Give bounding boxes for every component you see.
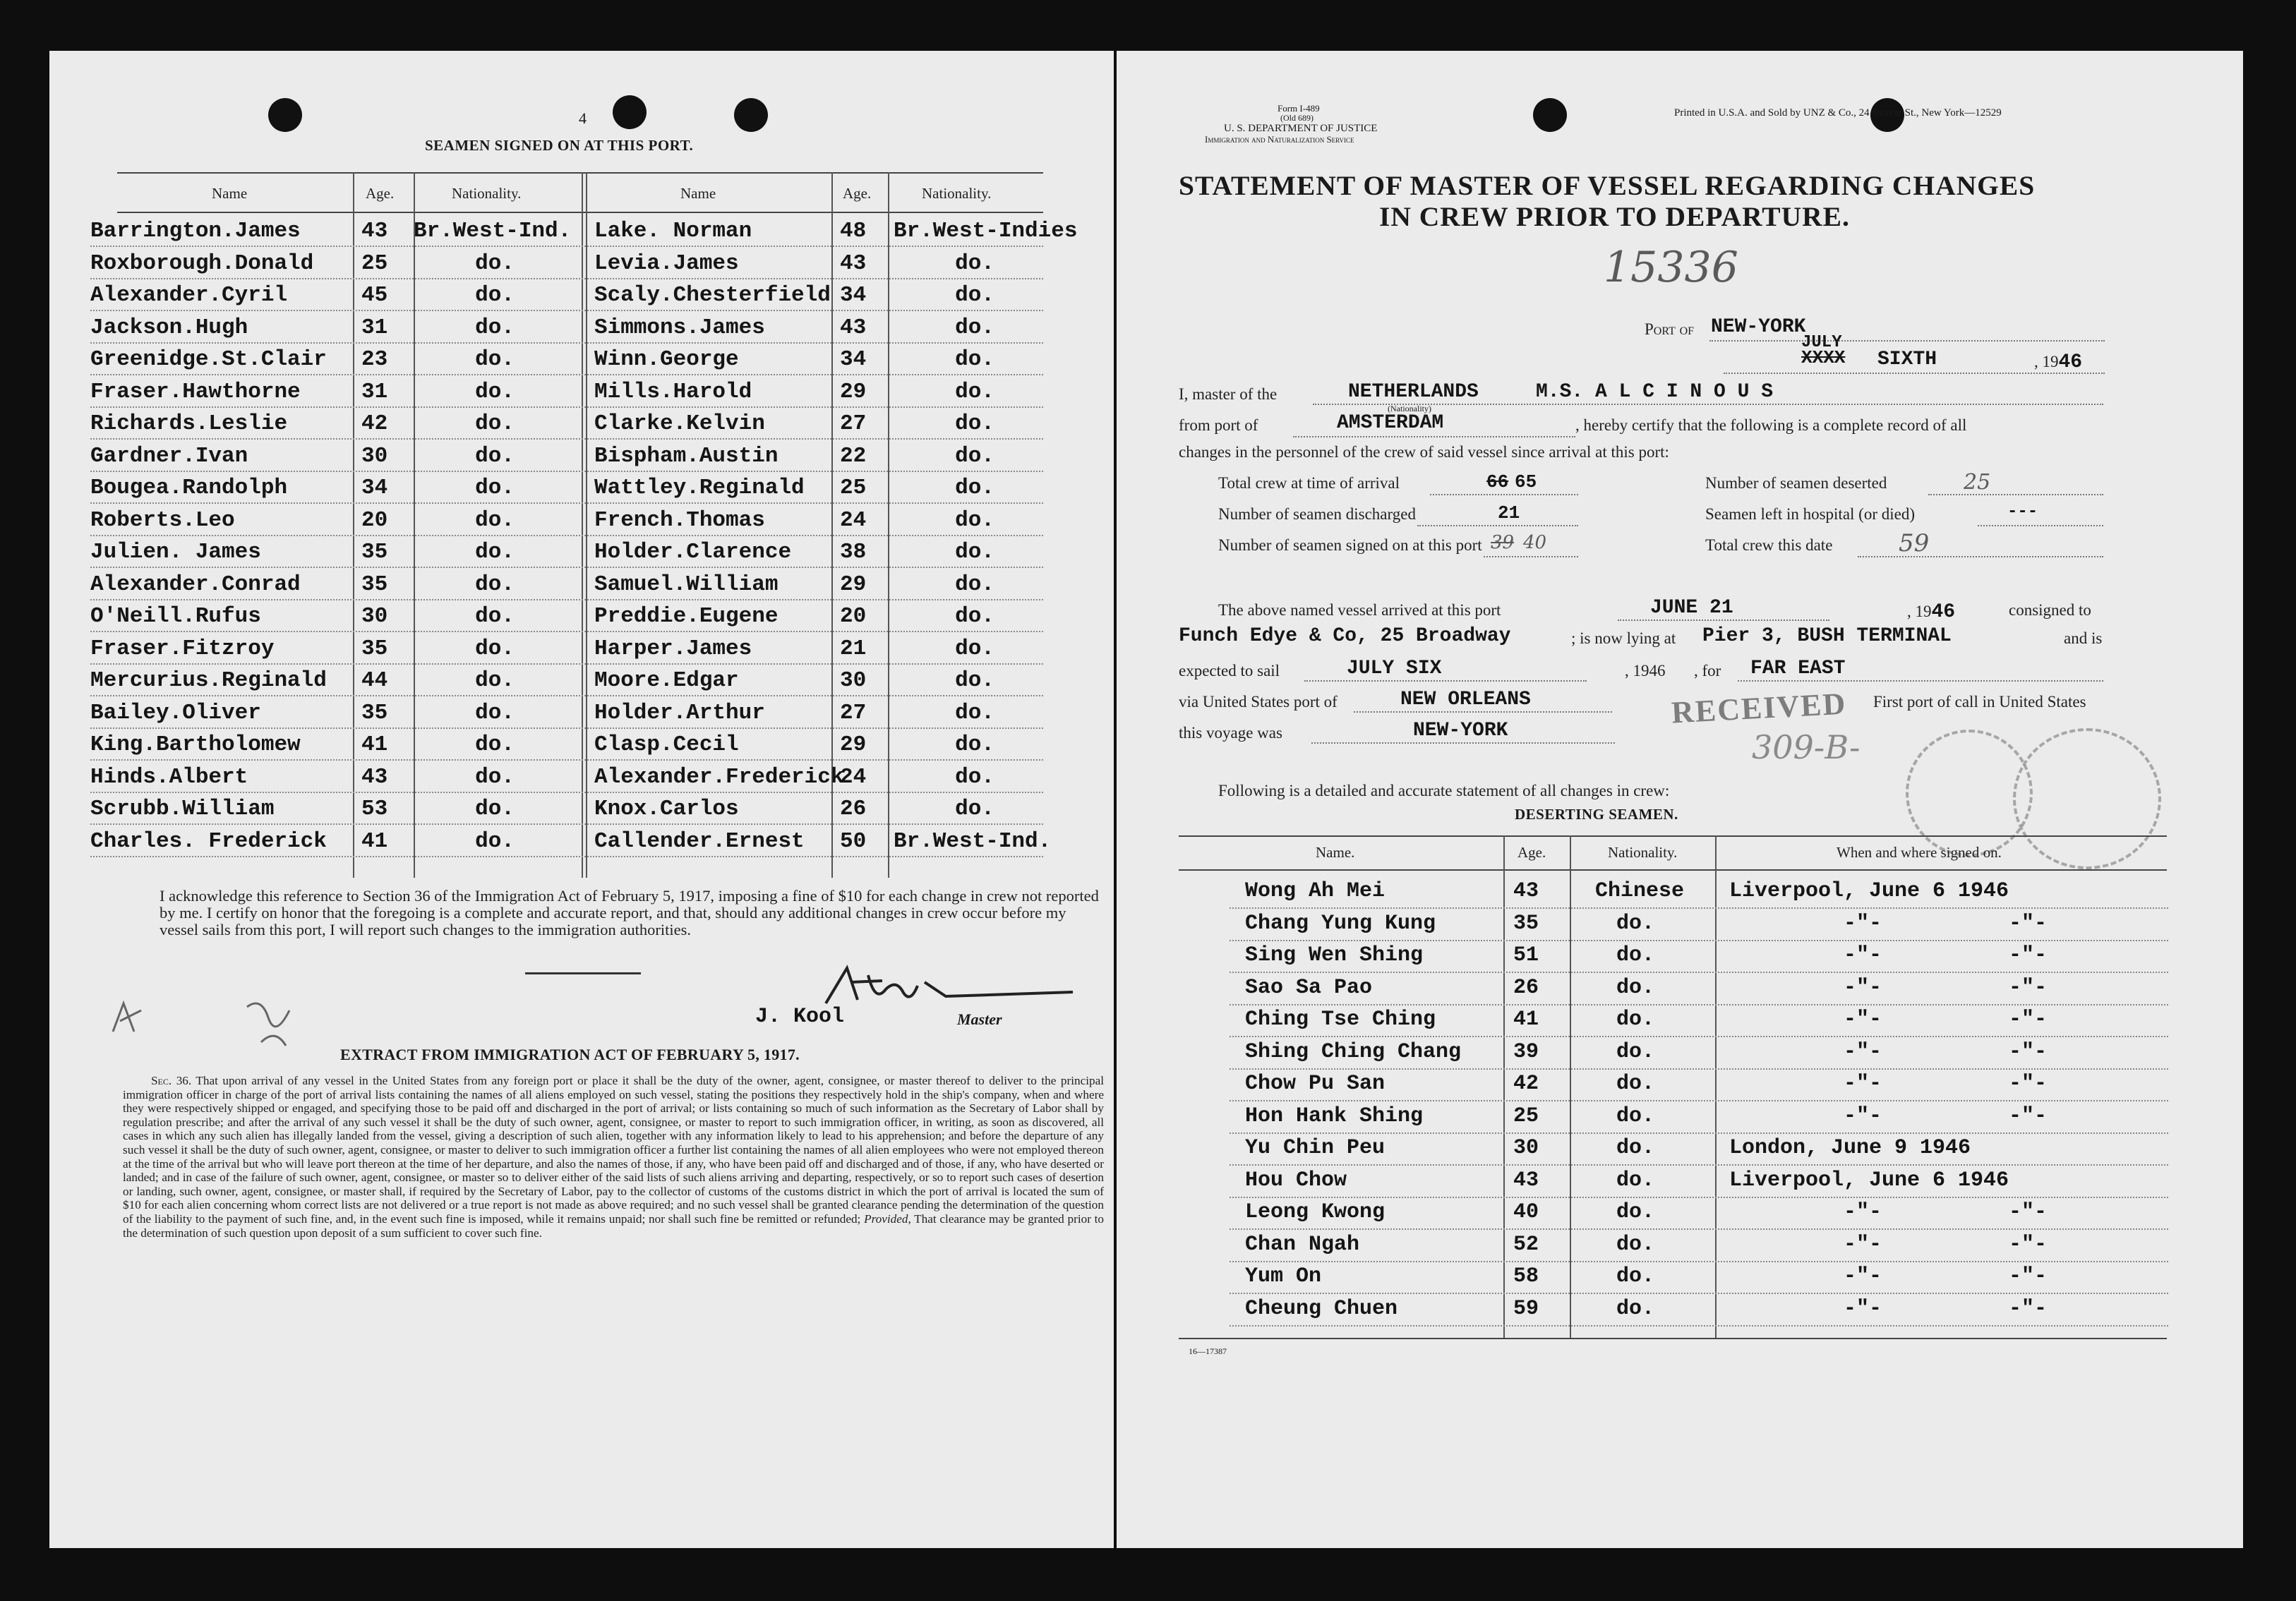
port-value: NEW-YORK	[1711, 316, 1806, 338]
total-date-label: Total crew this date	[1705, 536, 1833, 554]
seaman-age: 53	[361, 797, 388, 821]
table-row	[1117, 1072, 2243, 1103]
from-port-label: from port of	[1179, 416, 1258, 434]
seaman-nationality: do.	[955, 315, 994, 340]
first-port-text: First port of call in United States	[1873, 693, 2086, 711]
deserter-age: 25	[1513, 1104, 1539, 1128]
master-name: J. Kool	[755, 1005, 845, 1029]
seaman-age: 34	[840, 347, 867, 372]
deserter-name: Sao Sa Pao	[1245, 975, 1373, 1000]
binder-hole	[734, 98, 768, 132]
deserter-name: Hou Chow	[1245, 1168, 1347, 1192]
table-row	[1117, 1233, 2243, 1264]
and-is-text: and is	[2064, 629, 2103, 647]
seaman-nationality: do.	[475, 283, 515, 308]
form-title-line2: IN CREW PRIOR TO DEPARTURE.	[1379, 201, 1850, 232]
seaman-nationality: do.	[475, 347, 515, 372]
table-row	[49, 283, 1114, 314]
seaman-nationality: do.	[475, 411, 515, 436]
vessel-name: M.S. A L C I N O U S	[1536, 381, 1774, 403]
seaman-nationality: do.	[475, 764, 515, 790]
consigned-text: consigned to	[2009, 601, 2091, 619]
table-row	[1117, 912, 2243, 943]
seaman-nationality: do.	[475, 507, 515, 533]
signed-on-label: Number of seamen signed on at this port	[1218, 536, 1482, 554]
seaman-nationality: do.	[955, 443, 994, 469]
seaman-nationality: do.	[475, 828, 515, 854]
deserter-age: 43	[1513, 1168, 1539, 1192]
deserter-nationality: do.	[1616, 1200, 1655, 1224]
table-row	[49, 572, 1114, 603]
seaman-name: Holder.Arthur	[594, 700, 765, 725]
deserter-nationality: do.	[1616, 975, 1655, 1000]
seaman-age: 24	[840, 507, 867, 533]
seaman-name: Roberts.Leo	[90, 507, 235, 533]
expected-year: , 1946	[1625, 662, 1666, 679]
seaman-age: 43	[840, 250, 867, 276]
seaman-name: Winn.George	[594, 347, 739, 372]
table-row	[1117, 1136, 2243, 1167]
total-arrival-value: 65	[1515, 471, 1537, 493]
table-row	[49, 732, 1114, 763]
seaman-age: 29	[840, 572, 867, 597]
seaman-age: 31	[361, 379, 388, 404]
table-row	[1117, 1040, 2243, 1071]
deserter-signed-on: -"- -"-	[1844, 1200, 2048, 1224]
deserter-age: 30	[1513, 1136, 1539, 1160]
deserter-age: 43	[1513, 879, 1539, 903]
table-row	[1117, 976, 2243, 1007]
seaman-age: 30	[361, 443, 388, 469]
seaman-name: Bailey.Oliver	[90, 700, 261, 725]
arrived-date: JUNE 21	[1650, 597, 1733, 619]
seaman-age: 25	[840, 476, 867, 500]
table-row	[49, 380, 1114, 411]
seaman-nationality: do.	[475, 443, 515, 469]
seaman-name: Clasp.Cecil	[594, 732, 739, 757]
seaman-name: Alexander.Cyril	[90, 283, 288, 308]
table-row	[49, 411, 1114, 442]
deserter-signed-on: -"- -"-	[1844, 1039, 2048, 1064]
changes-text: changes in the personnel of the crew of said vessel since arrival at this port:	[1179, 443, 1669, 461]
seaman-nationality: Br.West-Ind.	[414, 219, 572, 243]
discharged-label: Number of seamen discharged	[1218, 505, 1416, 523]
col-header-when-where: When and where signed on.	[1837, 844, 2002, 861]
deserter-nationality: Chinese	[1595, 879, 1685, 903]
binder-hole	[268, 98, 302, 132]
seaman-nationality: do.	[955, 283, 994, 308]
col-header-name-2: Name	[680, 185, 716, 202]
seaman-age: 35	[361, 636, 388, 661]
col-header-name: Name	[212, 185, 248, 202]
deserter-name: Wong Ah Mei	[1245, 879, 1386, 903]
col-header-nationality: Nationality.	[1608, 844, 1678, 861]
seaman-nationality: do.	[955, 379, 994, 404]
deserter-nationality: do.	[1616, 1296, 1655, 1321]
seaman-age: 50	[840, 828, 867, 854]
deserter-age: 58	[1513, 1264, 1539, 1288]
extract-title: EXTRACT FROM IMMIGRATION ACT OF FEBRUARY 5, 1917.	[340, 1046, 800, 1063]
table-row	[1117, 1297, 2243, 1328]
seaman-name: Holder.Clarence	[594, 540, 792, 564]
table-row	[1117, 1264, 2243, 1295]
received-stamp: RECEIVED	[1670, 686, 1848, 730]
seaman-nationality: do.	[475, 315, 515, 340]
deserter-name: Leong Kwong	[1245, 1200, 1386, 1224]
circular-stamp	[2013, 728, 2161, 869]
date-struck: XXXX	[1801, 347, 1846, 368]
deserter-age: 59	[1513, 1296, 1539, 1321]
seaman-name: Preddie.Eugene	[594, 604, 779, 629]
deserter-nationality: do.	[1616, 1136, 1655, 1160]
seaman-age: 35	[361, 540, 388, 564]
deserter-name: Yu Chin Peu	[1245, 1136, 1386, 1160]
table-row	[49, 636, 1114, 667]
seaman-nationality: do.	[475, 540, 515, 564]
deserter-signed-on: -"- -"-	[1844, 1104, 2048, 1128]
seaman-nationality: do.	[955, 636, 994, 661]
form-number: Form I-489	[1278, 103, 1320, 114]
seaman-name: Fraser.Fitzroy	[90, 636, 275, 661]
hospital-label: Seamen left in hospital (or died)	[1705, 505, 1916, 523]
seaman-age: 43	[361, 764, 388, 790]
seaman-nationality: do.	[955, 540, 994, 564]
discharged-value: 21	[1498, 502, 1520, 524]
certify-text: , hereby certify that the following is a complete record of all	[1575, 416, 1967, 434]
seaman-age: 41	[361, 828, 388, 854]
deserter-name: Chow Pu San	[1245, 1072, 1386, 1096]
seaman-age: 21	[840, 636, 867, 661]
seaman-nationality: do.	[955, 797, 994, 821]
form-title-line1: STATEMENT OF MASTER OF VESSEL REGARDING CHANGES	[1179, 170, 2036, 201]
table-row	[1117, 1168, 2243, 1200]
col-header-age-2: Age.	[843, 185, 872, 202]
via-text: via United States port of	[1179, 693, 1338, 711]
seaman-name: Richards.Leslie	[90, 411, 288, 436]
deserter-signed-on: -"- -"-	[1844, 1072, 2048, 1096]
total-arrival-label: Total crew at time of arrival	[1218, 474, 1400, 492]
seaman-name: Moore.Edgar	[594, 668, 739, 693]
seaman-name: Charles. Frederick	[90, 828, 327, 854]
seaman-nationality: do.	[475, 636, 515, 661]
deserter-signed-on: Liverpool, June 6 1946	[1729, 1168, 2009, 1192]
vessel-nationality: NETHERLANDS	[1348, 381, 1479, 403]
seaman-name: King.Bartholomew	[90, 732, 301, 757]
seaman-nationality: do.	[475, 797, 515, 821]
deserter-age: 35	[1513, 911, 1539, 936]
seaman-name: Scrubb.William	[90, 797, 275, 821]
seaman-age: 20	[840, 604, 867, 629]
deserter-name: Sing Wen Shing	[1245, 943, 1424, 967]
seaman-name: Lake. Norman	[594, 219, 752, 243]
seaman-nationality: do.	[955, 572, 994, 597]
table-row	[49, 604, 1114, 635]
seaman-age: 25	[361, 250, 388, 276]
seaman-age: 29	[840, 732, 867, 757]
seaman-age: 22	[840, 443, 867, 469]
from-port-value: AMSTERDAM	[1337, 412, 1444, 434]
seaman-name: Bispham.Austin	[594, 443, 779, 469]
col-header-age: Age.	[1517, 844, 1546, 861]
total-date-value: 59	[1899, 529, 1930, 557]
this-voyage-text: this voyage was	[1179, 724, 1282, 742]
seaman-name: Alexander.Frederick	[594, 764, 844, 790]
expected-text: expected to sail	[1179, 662, 1280, 679]
deserter-signed-on: -"- -"-	[1844, 943, 2048, 967]
deserter-nationality: do.	[1616, 1264, 1655, 1288]
signed-on-struck: 39	[1491, 532, 1515, 553]
seaman-name: Alexander.Conrad	[90, 572, 301, 597]
seaman-name: Hinds.Albert	[90, 764, 248, 790]
file-number: 15336	[1604, 243, 1738, 292]
seaman-name: Wattley.Reginald	[594, 476, 805, 500]
department: U. S. DEPARTMENT OF JUSTICE	[1224, 123, 1378, 134]
seaman-age: 34	[840, 283, 867, 308]
master-signature	[819, 961, 1080, 1017]
arrived-text: The above named vessel arrived at this port	[1218, 601, 1501, 619]
seaman-name: O'Neill.Rufus	[90, 604, 261, 629]
seaman-name: Barrington.James	[90, 219, 301, 243]
seaman-nationality: do.	[955, 700, 994, 725]
deserter-signed-on: -"- -"-	[1844, 1264, 2048, 1288]
deserter-name: Cheung Chuen	[1245, 1296, 1398, 1321]
deserter-signed-on: London, June 9 1946	[1729, 1136, 1971, 1160]
binder-hole	[1533, 98, 1567, 132]
col-header-name: Name.	[1316, 844, 1355, 861]
table-row	[49, 476, 1114, 507]
seaman-age: 35	[361, 572, 388, 597]
seaman-age: 30	[361, 604, 388, 629]
table-row	[49, 765, 1114, 796]
seaman-age: 41	[361, 732, 388, 757]
seaman-age: 26	[840, 797, 867, 821]
deserter-age: 26	[1513, 975, 1539, 1000]
deserter-age: 41	[1513, 1008, 1539, 1032]
binder-hole	[613, 95, 647, 129]
deserter-signed-on: -"- -"-	[1844, 975, 2048, 1000]
signed-on-value: 40	[1523, 532, 1547, 553]
seaman-age: 38	[840, 540, 867, 564]
seaman-nationality: do.	[955, 347, 994, 372]
section-title: SEAMEN SIGNED ON AT THIS PORT.	[425, 137, 694, 154]
seaman-nationality: do.	[475, 700, 515, 725]
seaman-name: Levia.James	[594, 250, 739, 276]
seaman-nationality: Br.West-Indies	[894, 219, 1078, 243]
table-row	[49, 829, 1114, 860]
nationality-caption: (Nationality)	[1388, 404, 1431, 413]
legal-text: Sec. 36. That upon arrival of any vessel in the United States from any foreign port or place it shall be the duty of the owner, agent, consignee, or master thereof to deliver to the principal immigration officer in charge of the port of arrival lists containing the names of all aliens employed on such vessel, stating the positions they respectively hold in the ship's company, when and where they were respectively shipped or engaged, and specifying those to be paid off and discharged in the port of arrival; or lists containing so much of such information as the Secretary of Labor shall by regulation prescribe; and after the arrival of any such vessel it shall be the duty of such owner, agent, consignee, or master to report to such immigration officer, in writing, as soon as discovered, all cases in which any such alien has illegally landed from the vessel, giving a description of such alien, together with any information likely to lead to his apprehension; and before the departure of any such vessel it shall be the duty of such owner, agent, consignee, or master to deliver to such immigration officer a further list containing the names of all alien employees who were not employed thereon at the time of the arrival but who will leave port thereon at the time of her departure, and also the names of those, if any, who have been paid off and discharged and of those, if any, who have deserted or landed; and in case of the failure of such owner, agent, consignee, or master so to deliver either of the said lists of such aliens arriving and departing, respectively, or so to report such cases of desertion or landing, such owner, agent, consignee, or master shall, if required by the Secretary of Labor, pay to the collector of customs of the customs district in which the port of arrival is located the sum of $10 for each alien concerning whom correct lists are not delivered or a true report is not made as above required; and no such vessel shall be granted clearance pending the determination of the question of the liability to the payment of such fine, and, in the event such fine is imposed, while it remains unpaid; nor shall such fine be remitted or refunded; Provided, That clearance may be granted prior to the determination of such question upon deposit of a sum sufficient to cover such fine.	[123, 1074, 1105, 1240]
arrived-year: , 1946	[1907, 601, 1956, 623]
seaman-nationality: do.	[955, 764, 994, 790]
handwritten-initials	[99, 989, 325, 1053]
seaman-nationality: do.	[475, 250, 515, 276]
col-header-nationality: Nationality.	[452, 185, 522, 202]
signature-rule	[525, 972, 641, 974]
deserter-name: Chang Yung Kung	[1245, 911, 1436, 936]
form-old: (Old 689)	[1280, 113, 1314, 123]
seaman-name: Julien. James	[90, 540, 261, 564]
date-year: , 1946	[2034, 351, 2083, 373]
deserter-signed-on: -"- -"-	[1844, 1008, 2048, 1032]
lying-text: ; is now lying at	[1571, 629, 1676, 647]
deserter-nationality: do.	[1616, 1039, 1655, 1064]
deserter-name: Shing Ching Chang	[1245, 1039, 1462, 1064]
seaman-name: Callender.Ernest	[594, 828, 805, 854]
seaman-age: 45	[361, 283, 388, 308]
seaman-nationality: do.	[475, 379, 515, 404]
seaman-nationality: do.	[955, 476, 994, 500]
deserter-signed-on: -"- -"-	[1844, 1232, 2048, 1257]
col-header-age: Age.	[366, 185, 395, 202]
seaman-nationality: do.	[955, 732, 994, 757]
table-row	[49, 347, 1114, 378]
lying-value: Pier 3, BUSH TERMINAL	[1702, 625, 1952, 647]
master-of-label: I, master of the	[1179, 385, 1278, 403]
deserter-name: Ching Tse Ching	[1245, 1008, 1436, 1032]
deserter-nationality: do.	[1616, 1072, 1655, 1096]
this-voyage-value: NEW-YORK	[1413, 720, 1508, 742]
seaman-name: Clarke.Kelvin	[594, 411, 765, 436]
seaman-age: 29	[840, 379, 867, 404]
deserter-age: 42	[1513, 1072, 1539, 1096]
right-page	[1117, 51, 2243, 1548]
seaman-name: Gardner.Ivan	[90, 443, 248, 469]
deserter-signed-on: Liverpool, June 6 1946	[1729, 879, 2009, 903]
consignee: Funch Edye & Co, 25 Broadway	[1179, 625, 1511, 647]
table-row	[1117, 879, 2243, 910]
seaman-name: Knox.Carlos	[594, 797, 739, 821]
date-day: SIXTH	[1877, 349, 1937, 370]
seaman-name: French.Thomas	[594, 507, 765, 533]
deserter-nationality: do.	[1616, 911, 1655, 936]
seaman-nationality: do.	[955, 604, 994, 629]
table-row	[49, 444, 1114, 475]
service: Immigration and Naturalization Service	[1205, 134, 1354, 145]
deserted-value: 25	[1964, 470, 1991, 495]
seaman-name: Greenidge.St.Clair	[90, 347, 327, 372]
seaman-nationality: do.	[475, 572, 515, 597]
seaman-age: 34	[361, 476, 388, 500]
printer-note: Printed in U.S.A. and Sold by UNZ & Co., 24 Beaver St., New York—12529	[1674, 107, 2002, 119]
table-row	[1117, 1104, 2243, 1135]
deserter-signed-on: -"- -"-	[1844, 911, 2048, 936]
seaman-age: 30	[840, 668, 867, 693]
seaman-name: Scaly.Chesterfield	[594, 283, 831, 308]
table-row	[49, 701, 1114, 732]
deserter-nationality: do.	[1616, 1104, 1655, 1128]
seaman-age: 42	[361, 411, 388, 436]
table-row	[49, 219, 1114, 250]
page-number: 4	[579, 109, 587, 127]
table-row	[49, 797, 1114, 828]
seaman-name: Samuel.William	[594, 572, 779, 597]
deserter-age: 39	[1513, 1039, 1539, 1064]
seaman-nationality: do.	[475, 732, 515, 757]
seaman-nationality: do.	[475, 668, 515, 693]
table-row	[49, 540, 1114, 571]
seaman-nationality: do.	[955, 668, 994, 693]
handwritten-code: 309-B-	[1752, 728, 1861, 766]
seaman-age: 48	[840, 219, 867, 243]
date-month: JULY	[1801, 333, 1842, 352]
deserter-nationality: do.	[1616, 1008, 1655, 1032]
seaman-name: Simmons.James	[594, 315, 765, 340]
seaman-age: 23	[361, 347, 388, 372]
seaman-age: 35	[361, 700, 388, 725]
seaman-name: Bougea.Randolph	[90, 476, 288, 500]
seaman-name: Harper.James	[594, 636, 752, 661]
left-page	[49, 51, 1114, 1548]
seaman-age: 20	[361, 507, 388, 533]
seaman-age: 31	[361, 315, 388, 340]
seaman-nationality: Br.West-Ind.	[894, 828, 1052, 854]
acknowledgment-text: I acknowledge this reference to Section 36 of the Immigration Act of February 5, 1917, imposing a fine of $10 for each change in crew not reported by me. I certify on honor that the foregoing is a complete and accurate report, and that, should any additional changes in crew occur before my vessel sails from this port, I will report such changes to the immigration authorities.	[160, 887, 1099, 938]
via-value: NEW ORLEANS	[1400, 689, 1531, 711]
table-row	[49, 251, 1114, 282]
expected-value: JULY SIX	[1347, 658, 1442, 679]
seaman-age: 44	[361, 668, 388, 693]
for-text: , for	[1694, 662, 1721, 679]
port-label: Port of	[1645, 320, 1695, 338]
master-label: Master	[957, 1010, 1002, 1028]
deserter-nationality: do.	[1616, 1168, 1655, 1192]
seaman-name: Mills.Harold	[594, 379, 752, 404]
seaman-age: 24	[840, 764, 867, 790]
table-row	[49, 315, 1114, 346]
seaman-name: Mercurius.Reginald	[90, 668, 327, 693]
seaman-nationality: do.	[475, 476, 515, 500]
table-row	[1117, 943, 2243, 974]
deserter-nationality: do.	[1616, 943, 1655, 967]
col-header-nationality-2: Nationality.	[922, 185, 992, 202]
deserter-age: 52	[1513, 1232, 1539, 1257]
deserter-age: 51	[1513, 943, 1539, 967]
seaman-age: 27	[840, 700, 867, 725]
deserter-name: Hon Hank Shing	[1245, 1104, 1424, 1128]
seaman-nationality: do.	[955, 250, 994, 276]
total-arrival-struck: 66	[1486, 471, 1509, 493]
table-row	[1117, 1200, 2243, 1231]
deserter-name: Chan Ngah	[1245, 1232, 1360, 1257]
seaman-nationality: do.	[955, 507, 994, 533]
seaman-nationality: do.	[955, 411, 994, 436]
seaman-nationality: do.	[475, 604, 515, 629]
seaman-name: Jackson.Hugh	[90, 315, 248, 340]
seaman-name: Roxborough.Donald	[90, 250, 314, 276]
seaman-age: 27	[840, 411, 867, 436]
following-text: Following is a detailed and accurate statement of all changes in crew:	[1218, 782, 1670, 799]
hospital-value: ---	[2007, 502, 2038, 521]
table-row	[49, 668, 1114, 699]
table-row	[1117, 1008, 2243, 1039]
deserter-nationality: do.	[1616, 1232, 1655, 1257]
table-row	[49, 508, 1114, 539]
seaman-name: Fraser.Hawthorne	[90, 379, 301, 404]
deserter-signed-on: -"- -"-	[1844, 1296, 2048, 1321]
deserting-title: DESERTING SEAMEN.	[1515, 806, 1678, 823]
deserter-age: 40	[1513, 1200, 1539, 1224]
deserted-label: Number of seamen deserted	[1705, 474, 1887, 492]
seaman-age: 43	[361, 219, 388, 243]
seaman-age: 43	[840, 315, 867, 340]
deserter-name: Yum On	[1245, 1264, 1322, 1288]
footer-code: 16—17387	[1189, 1346, 1227, 1356]
for-value: FAR EAST	[1750, 658, 1846, 679]
